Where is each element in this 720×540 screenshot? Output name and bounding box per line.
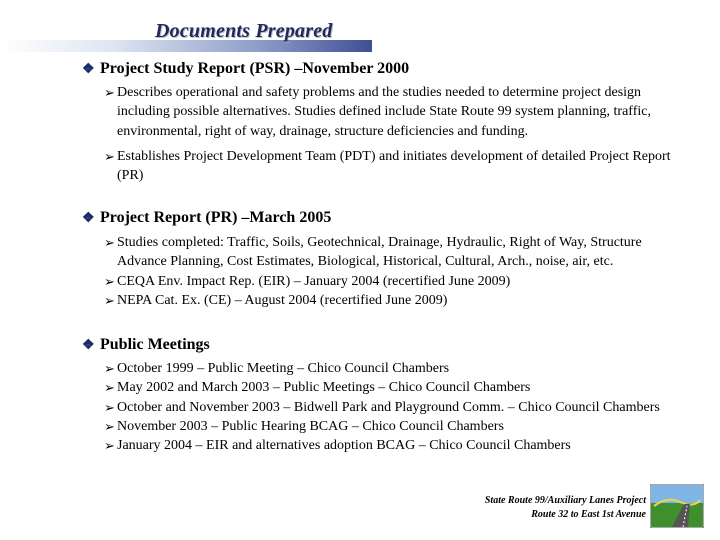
footer-line-1: State Route 99/Auxiliary Lanes Project [484, 495, 646, 506]
footer-line-2: Route 32 to East 1st Avenue [531, 509, 646, 520]
diamond-bullet-icon: ❖ [82, 338, 95, 353]
list-item: ➢ November 2003 – Public Hearing BCAG – Chico Council Chambers [104, 417, 684, 436]
diamond-bullet-icon: ❖ [82, 211, 95, 226]
footer-project-label [485, 494, 646, 522]
list-item: ➢ October and November 2003 – Bidwell Park and Playground Comm. – Chico Council Chambers [104, 398, 684, 417]
arrow-bullet-icon: ➢ [104, 148, 115, 164]
list-item: ➢ January 2004 – EIR and alternatives adoption BCAG – Chico Council Chambers [104, 436, 684, 455]
section-heading-text: Public Meetings [100, 336, 210, 353]
arrow-bullet-icon: ➢ [104, 85, 115, 100]
arrow-bullet-icon: ➢ [104, 399, 115, 415]
list-item: ➢ Describes operational and safety problems and the studies needed to determine project design including possible alternatives. Studies defined include State Route 99 system planning, traffic, environmental, right of way, drainage, structure deficiencies and funding. [104, 85, 651, 139]
diamond-bullet-icon: ❖ [82, 62, 95, 77]
list-item: ➢ Studies completed: Traffic, Soils, Geotechnical, Drainage, Hydraulic, Right of Way, Structure Advance Planning, Cost Estimates, Biological, Historical, Cultural, Arch., noise, air, etc. [104, 235, 642, 270]
arrow-bullet-icon: ➢ [104, 273, 115, 289]
highway-logo-icon [650, 484, 704, 528]
arrow-bullet-icon: ➢ [104, 235, 115, 250]
arrow-bullet-icon: ➢ [104, 418, 115, 434]
arrow-bullet-icon: ➢ [104, 380, 115, 396]
list-item: ➢ NEPA Cat. Ex. (CE) – August 2004 (recertified June 2009) [104, 291, 684, 310]
section-heading-text: Project Study Report (PSR) –November 2000 [100, 60, 410, 77]
section-meetings-items [104, 359, 684, 455]
section-meetings-heading [82, 336, 210, 354]
section-psr-items [104, 83, 684, 185]
arrow-bullet-icon: ➢ [104, 292, 115, 308]
section-pr-items [104, 233, 684, 310]
section-heading-text: Project Report (PR) –March 2005 [100, 209, 332, 226]
arrow-bullet-icon: ➢ [104, 361, 115, 376]
list-item: ➢ October 1999 – Public Meeting – Chico Council Chambers [104, 359, 684, 378]
list-item: ➢ CEQA Env. Impact Rep. (EIR) – January 2004 (recertified June 2009) [104, 272, 684, 291]
section-pr-heading [82, 209, 331, 227]
page-title: Documents Prepared [155, 20, 333, 42]
section-psr-heading [82, 60, 409, 78]
list-item: ➢ Establishes Project Development Team (PDT) and initiates development of detailed Project Report (PR) [104, 148, 671, 184]
list-item: ➢ May 2002 and March 2003 – Public Meetings – Chico Council Chambers [104, 378, 684, 397]
arrow-bullet-icon: ➢ [104, 438, 115, 454]
